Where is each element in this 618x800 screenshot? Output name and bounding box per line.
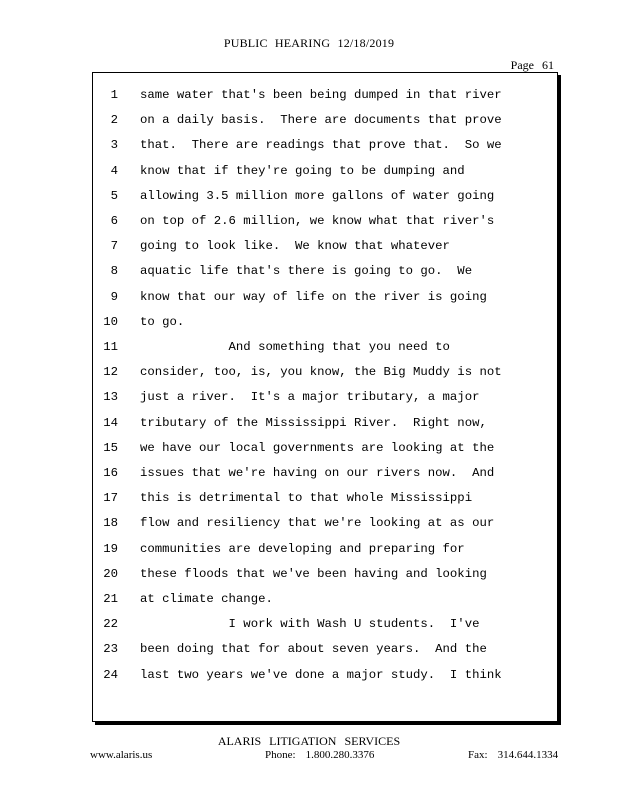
footer-phone	[265, 749, 374, 761]
transcript-line	[0, 668, 618, 693]
line-number: 19	[103, 541, 118, 556]
line-text: just a river. It's a major tributary, a major	[140, 390, 480, 405]
line-text: tributary of the Mississippi River. Right now,	[140, 415, 487, 430]
transcript-line	[0, 441, 618, 466]
line-number: 18	[103, 516, 118, 531]
line-text: these floods that we've been having and looking	[140, 566, 487, 581]
line-text: And something that you need to	[140, 340, 450, 354]
line-text: on a daily basis. There are documents that prove	[140, 113, 502, 128]
transcript-line	[0, 491, 618, 516]
page-number	[511, 58, 554, 73]
line-text: aquatic life that's there is going to go. We	[140, 264, 473, 279]
line-number: 23	[103, 642, 118, 657]
line-number: 9	[110, 289, 118, 304]
line-number: 4	[110, 163, 118, 178]
transcript-line	[0, 542, 618, 567]
line-number: 5	[110, 188, 118, 203]
footer-phone-number: 1.800.280.3376	[305, 749, 375, 761]
line-number: 22	[103, 617, 118, 632]
transcript-line	[0, 290, 618, 315]
line-text: know that if they're going to be dumping and	[140, 163, 465, 178]
transcript-line	[0, 567, 618, 592]
line-number: 3	[110, 138, 118, 153]
line-number: 21	[103, 592, 118, 606]
line-number: 12	[103, 365, 118, 380]
transcript-line	[0, 340, 618, 365]
line-text: at climate change.	[140, 592, 273, 606]
footer-website: www.alaris.us	[90, 749, 153, 761]
line-text: on top of 2.6 million, we know what that river's	[140, 214, 495, 228]
line-number: 13	[103, 390, 118, 405]
transcript-line	[0, 315, 618, 340]
footer-company: ALARIS LITIGATION SERVICES	[217, 734, 401, 748]
transcript-line	[0, 416, 618, 441]
line-text: been doing that for about seven years. And the	[140, 642, 487, 657]
line-number: 11	[103, 340, 118, 354]
transcript-line	[0, 239, 618, 264]
transcript-line	[0, 88, 618, 113]
transcript-line	[0, 390, 618, 415]
transcript-line	[0, 516, 618, 541]
line-number: 20	[103, 566, 118, 581]
line-number: 10	[103, 314, 118, 329]
line-text: flow and resiliency that we're looking at as our	[140, 516, 495, 531]
transcript-line	[0, 617, 618, 642]
line-number: 1	[110, 88, 118, 102]
line-number: 8	[110, 264, 118, 279]
line-number: 16	[103, 466, 118, 480]
footer-phone-label: Phone:	[265, 749, 296, 761]
line-number: 7	[110, 239, 118, 254]
transcript-line	[0, 642, 618, 667]
line-text: issues that we're having on our rivers now. And	[140, 466, 495, 480]
transcript-line	[0, 214, 618, 239]
line-text: know that our way of life on the river is going	[140, 289, 487, 304]
line-number: 15	[103, 440, 118, 455]
line-text: same water that's been being dumped in that river	[140, 88, 502, 102]
transcript-line	[0, 138, 618, 163]
line-number: 2	[110, 113, 118, 128]
line-text: consider, too, is, you know, the Big Muddy is not	[140, 365, 502, 380]
line-text: to go.	[140, 314, 185, 329]
footer-fax-label: Fax:	[468, 749, 488, 761]
line-text: allowing 3.5 million more gallons of water going	[140, 188, 495, 203]
transcript-line	[0, 264, 618, 289]
transcript-line	[0, 113, 618, 138]
transcript-line	[0, 466, 618, 491]
line-text: communities are developing and preparing for	[140, 541, 465, 556]
line-number: 17	[103, 491, 118, 506]
line-number: 14	[103, 415, 118, 430]
line-text: this is detrimental to that whole Mississippi	[140, 491, 473, 506]
line-text: I work with Wash U students. I've	[140, 617, 480, 632]
transcript-line	[0, 365, 618, 390]
transcript-line	[0, 592, 618, 617]
line-text: last two years we've done a major study. I think	[140, 667, 502, 682]
footer-fax	[468, 749, 558, 761]
footer-fax-number: 314.644.1334	[497, 749, 559, 761]
page-number-value: 61	[542, 58, 554, 72]
line-text: that. There are readings that prove that. So we	[140, 138, 502, 153]
line-text: we have our local governments are looking at the	[140, 440, 495, 455]
transcript-line	[0, 164, 618, 189]
line-number: 24	[103, 667, 118, 682]
line-number: 6	[110, 214, 118, 228]
page-header-title: PUBLIC HEARING 12/18/2019	[223, 36, 395, 50]
transcript-line	[0, 189, 618, 214]
line-text: going to look like. We know that whatever	[140, 239, 450, 254]
page-label: Page	[510, 58, 534, 72]
